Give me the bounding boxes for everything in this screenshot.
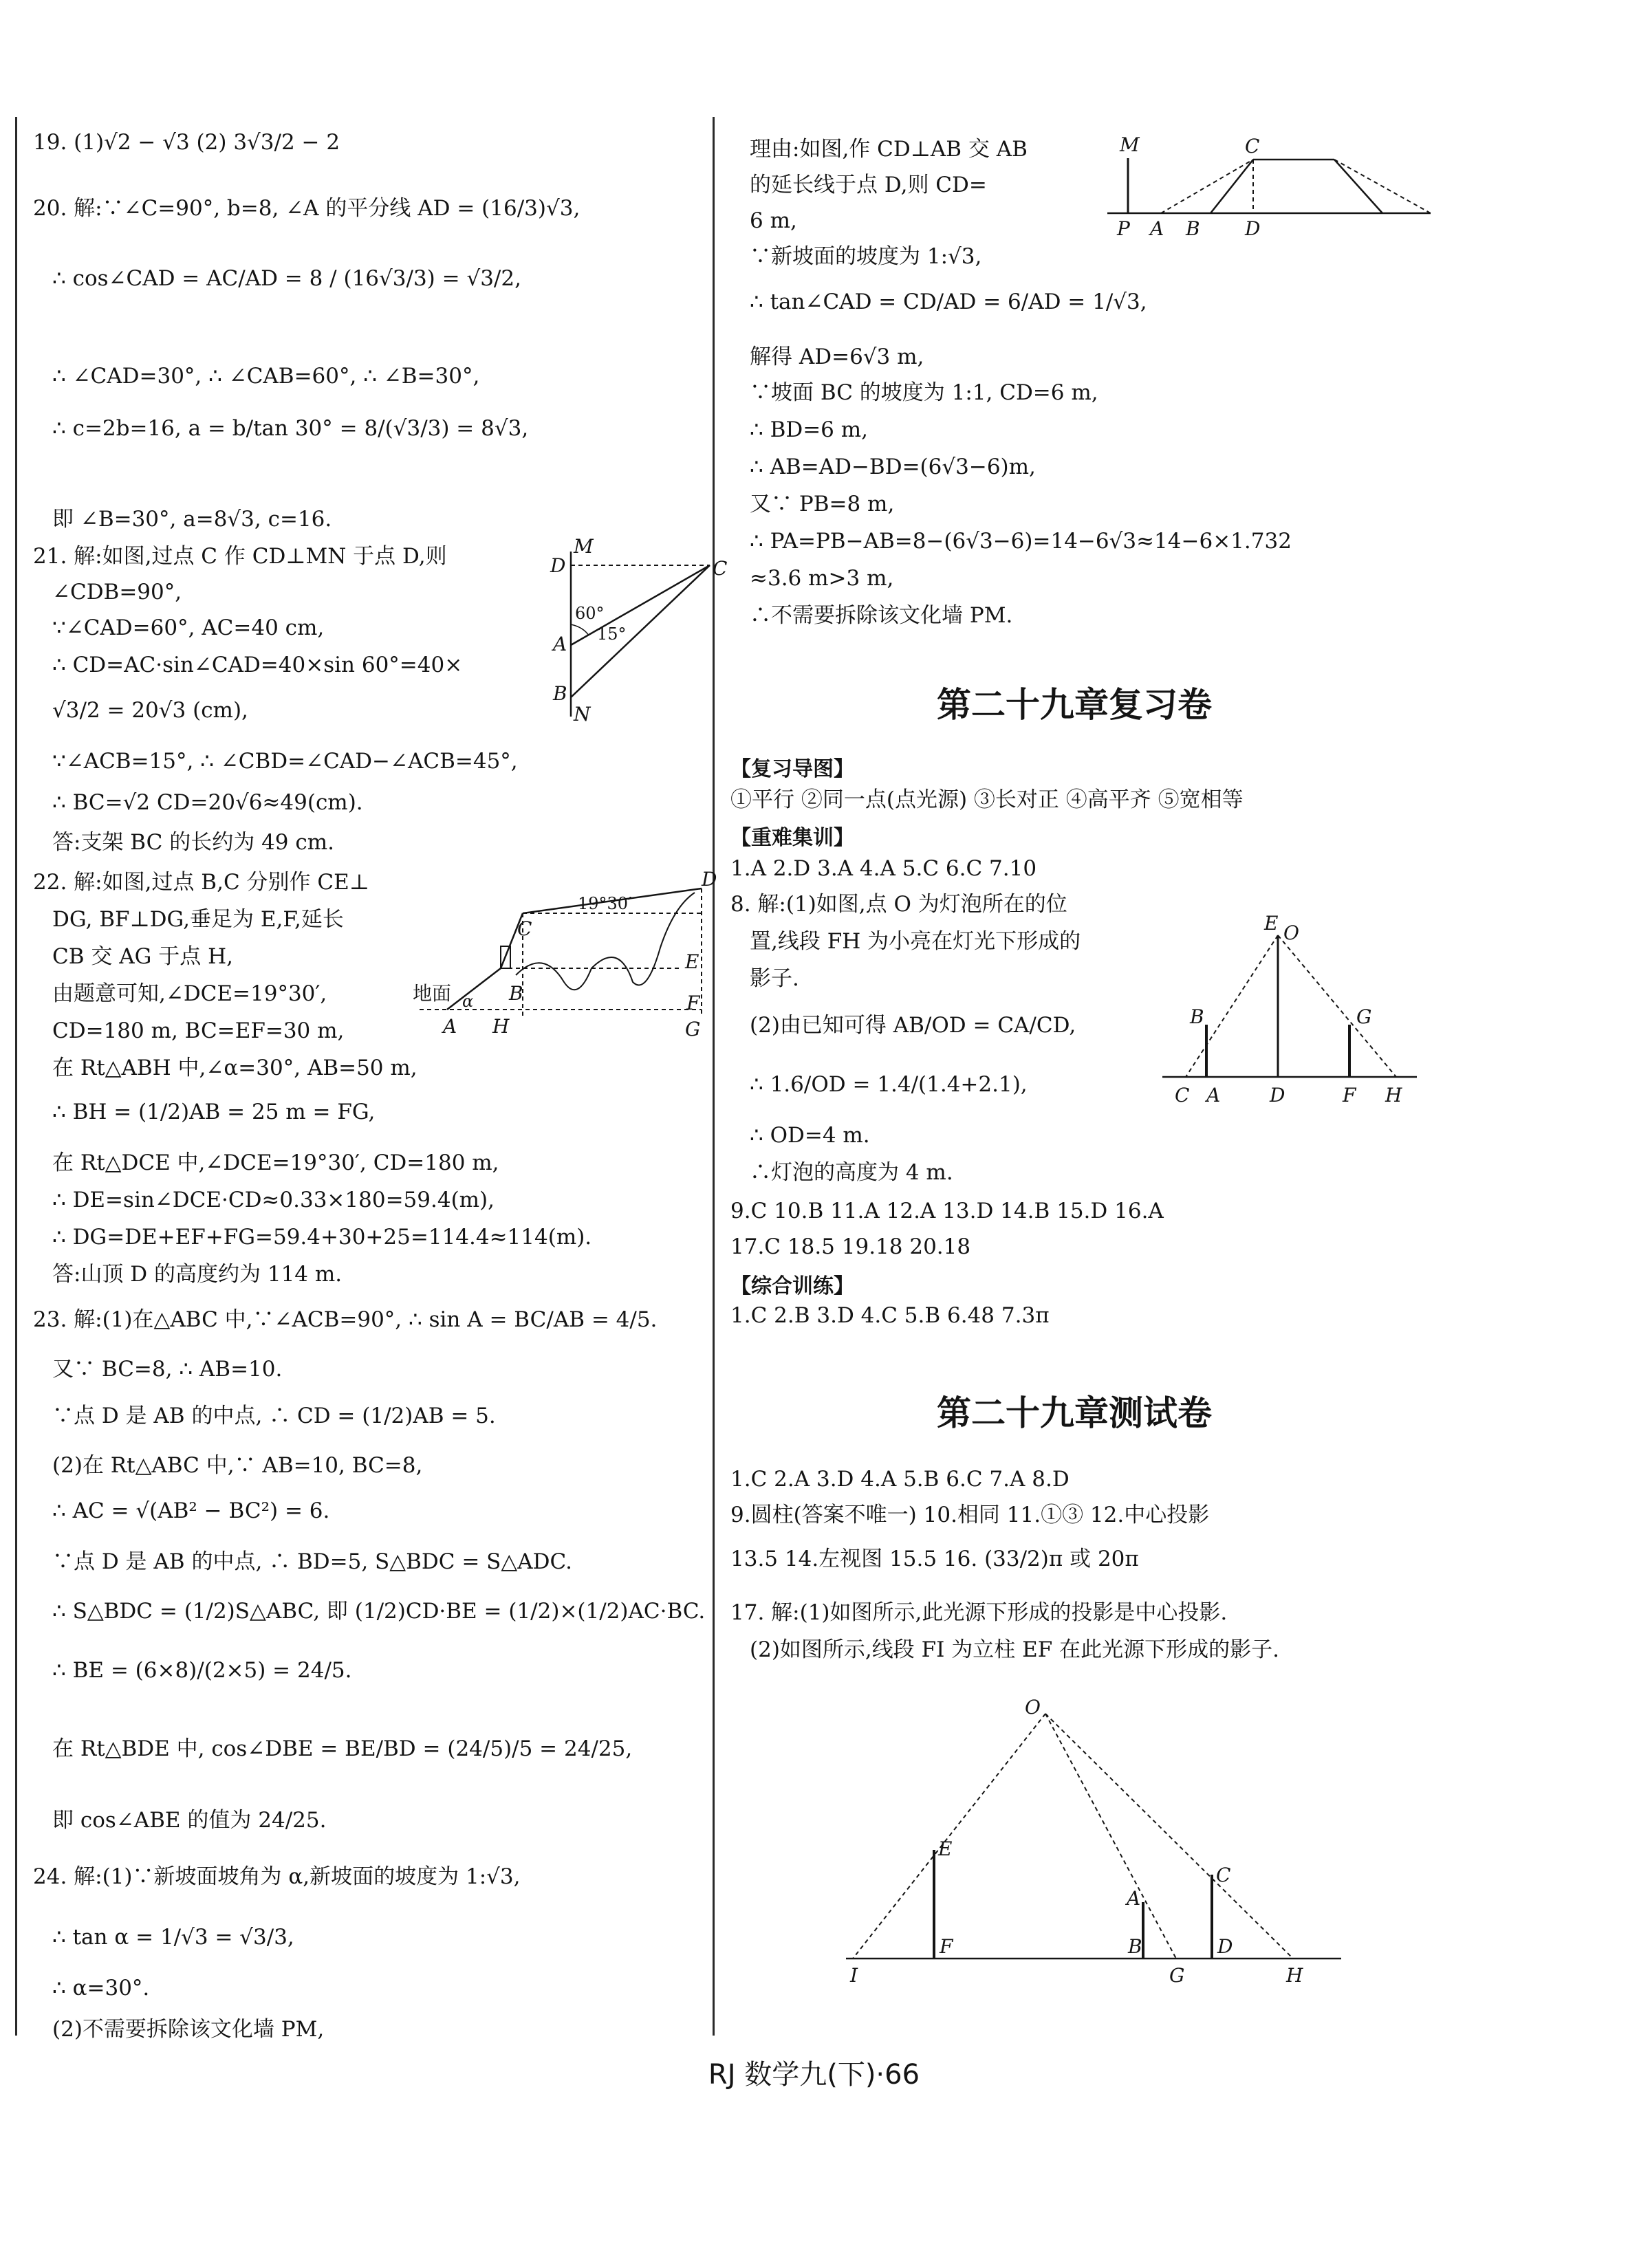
q23-line-6: ∵点 D 是 AB 的中点, ∴ BD=5, S△BDC = S△ADC. — [52, 1549, 572, 1574]
fig21-label-B: B — [553, 682, 567, 705]
fig22-angle: 19°30′ — [578, 894, 632, 913]
q22-line-8: 在 Rt△DCE 中,∠DCE=19°30′, CD=180 m, — [52, 1151, 499, 1175]
q24-reason-line-8: ∴ BD=6 m, — [750, 417, 869, 442]
fig8-label-D: D — [1270, 1084, 1285, 1106]
q23-line-9: 在 Rt△BDE 中, cos∠DBE = BE/BD = (24/5)/5 = 24/25, — [52, 1736, 633, 1761]
review-guide-answers: ①平行 ②同一点(点光源) ③长对正 ④高平齐 ⑤宽相等 — [730, 787, 1244, 812]
q24-reason-line-5: ∴ tan∠CAD = CD/AD = 6/AD = 1/√3, — [750, 290, 1147, 314]
fig22-label-E: E — [685, 950, 699, 973]
fig21-label-M: M — [574, 535, 594, 558]
q17-line-1: 17. 解:(1)如图所示,此光源下形成的投影是中心投影. — [730, 1600, 1228, 1625]
review-guide-label: 【复习导图】 — [730, 757, 854, 781]
q22-line-9: ∴ DE=sin∠DCE·CD≈0.33×180=59.4(m), — [52, 1188, 495, 1212]
q23-line-10: 即 cos∠ABE 的值为 24/25. — [52, 1808, 327, 1833]
fig22-label-C: C — [517, 917, 532, 940]
page-footer: RJ 数学九(下)·66 — [708, 2059, 920, 2091]
test-answers-1-8: 1.C 2.A 3.D 4.A 5.B 6.C 7.A 8.D — [730, 1467, 1070, 1492]
q23-line-7: ∴ S△BDC = (1/2)S△ABC, 即 (1/2)CD·BE = (1/2)×(1/2)AC·BC. — [52, 1599, 706, 1624]
q24-line-4: (2)不需要拆除该文化墙 PM, — [52, 2017, 325, 2042]
q22-line-1: 22. 解:如图,过点 B,C 分别作 CE⊥ — [33, 870, 369, 895]
q8-line-1: 8. 解:(1)如图,点 O 为灯泡所在的位 — [730, 892, 1067, 917]
fig17-label-H: H — [1286, 1964, 1303, 1987]
q22-line-6: 在 Rt△ABH 中,∠α=30°, AB=50 m, — [52, 1056, 417, 1080]
fig22-label-A: A — [443, 1015, 457, 1038]
q22-line-4: 由题意可知,∠DCE=19°30′, — [52, 981, 327, 1006]
q22-line-2: DG, BF⊥DG,垂足为 E,F,延长 — [52, 907, 344, 932]
q8-line-3: 影子. — [750, 966, 799, 991]
fig17-label-B: B — [1128, 1935, 1142, 1958]
q24-reason-line-2: 的延长线于点 D,则 CD= — [750, 173, 987, 197]
q19-line: 19. (1)√2 − √3 (2) 3√3/2 − 2 — [33, 130, 340, 155]
review-section-title: 第二十九章复习卷 — [937, 685, 1212, 725]
q20-line-3: ∴ ∠CAD=30°, ∴ ∠CAB=60°, ∴ ∠B=30°, — [52, 364, 480, 389]
q24-reason-line-1: 理由:如图,作 CD⊥AB 交 AB — [750, 137, 1028, 162]
fig8-label-F: F — [1343, 1084, 1356, 1106]
fig17-label-O: O — [1025, 1696, 1041, 1719]
review-comprehensive-label: 【综合训练】 — [730, 1274, 854, 1298]
test-answers-13-16: 13.5 14.左视图 15.5 16. (33/2)π 或 20π — [730, 1547, 1139, 1571]
review-answers-9-16: 9.C 10.B 11.A 12.A 13.D 14.B 15.D 16.A — [730, 1199, 1164, 1223]
fig8-label-C: C — [1175, 1084, 1190, 1106]
q23-line-8: ∴ BE = (6×8)/(2×5) = 24/5. — [52, 1658, 352, 1683]
q24-reason-line-12: ≈3.6 m>3 m, — [750, 566, 894, 591]
q24-reason-line-13: ∴不需要拆除该文化墙 PM. — [750, 603, 1013, 628]
fig21-angle-15: 15° — [597, 624, 627, 644]
q17-line-2: (2)如图所示,线段 FI 为立柱 EF 在此光源下形成的影子. — [750, 1637, 1279, 1662]
fig17-label-I: I — [850, 1964, 858, 1987]
left-margin-rule — [15, 117, 17, 2036]
figure-q17 — [839, 1696, 1348, 1994]
q21-line-8: 答:支架 BC 的长约为 49 cm. — [52, 830, 334, 855]
fig8-label-G: G — [1356, 1005, 1372, 1028]
fig8-label-A: A — [1206, 1084, 1221, 1106]
q8-line-5: ∴ 1.6/OD = 1.4/(1.4+2.1), — [750, 1072, 1028, 1097]
fig24-label-P: P — [1117, 217, 1130, 240]
q22-line-7: ∴ BH = (1/2)AB = 25 m = FG, — [52, 1100, 376, 1124]
q8-line-4: (2)由已知可得 AB/OD = CA/CD, — [750, 1013, 1076, 1038]
q8-line-7: ∴灯泡的高度为 4 m. — [750, 1160, 953, 1185]
fig22-angle-alpha: α — [462, 992, 474, 1011]
q23-line-3: ∵点 D 是 AB 的中点, ∴ CD = (1/2)AB = 5. — [52, 1404, 496, 1428]
q21-line-5: √3/2 = 20√3 (cm), — [52, 698, 248, 723]
q20-line-4: ∴ c=2b=16, a = b/tan 30° = 8/(√3/3) = 8√3, — [52, 416, 529, 441]
fig22-label-F: F — [686, 992, 700, 1014]
figure-q8 — [1155, 912, 1431, 1114]
fig22-label-G: G — [685, 1018, 701, 1040]
q24-line-1: 24. 解:(1)∵新坡面坡角为 α,新坡面的坡度为 1:√3, — [33, 1864, 521, 1889]
q24-reason-line-11: ∴ PA=PB−AB=8−(6√3−6)=14−6√3≈14−6×1.732 — [750, 529, 1292, 554]
fig21-label-N: N — [574, 703, 591, 726]
fig17-label-A: A — [1127, 1887, 1141, 1910]
q21-line-6: ∵∠ACB=15°, ∴ ∠CBD=∠CAD−∠ACB=45°, — [52, 749, 518, 774]
test-answers-9-12: 9.圆柱(答案不唯一) 10.相同 11.①③ 12.中心投影 — [730, 1503, 1210, 1527]
fig17-label-G: G — [1169, 1964, 1185, 1987]
review-key-label: 【重难集训】 — [730, 826, 854, 850]
q22-line-5: CD=180 m, BC=EF=30 m, — [52, 1018, 345, 1043]
figure-q21 — [550, 536, 729, 729]
fig24-label-D: D — [1245, 217, 1261, 240]
review-key-answers: 1.A 2.D 3.A 4.A 5.C 6.C 7.10 — [730, 856, 1037, 881]
fig8-label-B: B — [1190, 1005, 1204, 1028]
fig8-label-O: O — [1283, 922, 1299, 944]
q21-line-3: ∵∠CAD=60°, AC=40 cm, — [52, 615, 325, 640]
q23-line-2: 又∵ BC=8, ∴ AB=10. — [52, 1357, 283, 1382]
q8-line-6: ∴ OD=4 m. — [750, 1123, 870, 1148]
fig17-label-E: E — [938, 1838, 953, 1860]
fig8-label-E: E — [1264, 912, 1279, 935]
test-section-title: 第二十九章测试卷 — [937, 1393, 1212, 1433]
fig24-label-M: M — [1120, 133, 1140, 156]
fig17-label-C: C — [1216, 1864, 1231, 1886]
q24-line-3: ∴ α=30°. — [52, 1976, 150, 2000]
fig17-label-F: F — [940, 1935, 953, 1958]
q20-line-2: ∴ cos∠CAD = AC/AD = 8 / (16√3/3) = √3/2, — [52, 266, 521, 291]
q21-line-2: ∠CDB=90°, — [52, 580, 182, 604]
q21-line-1: 21. 解:如图,过点 C 作 CD⊥MN 于点 D,则 — [33, 544, 447, 569]
q22-line-10: ∴ DG=DE+EF+FG=59.4+30+25=114.4≈114(m). — [52, 1225, 592, 1250]
q8-line-2: 置,线段 FH 为小亮在灯光下形成的 — [750, 929, 1081, 954]
q24-reason-line-10: 又∵ PB=8 m, — [750, 492, 895, 516]
fig22-label-D: D — [702, 868, 717, 891]
q21-line-7: ∴ BC=√2 CD=20√6≈49(cm). — [52, 790, 363, 815]
q23-line-1: 23. 解:(1)在△ABC 中,∵∠ACB=90°, ∴ sin A = BC/AB = 4/5. — [33, 1307, 658, 1332]
q20-line-5: 即 ∠B=30°, a=8√3, c=16. — [52, 507, 332, 532]
q24-reason-line-9: ∴ AB=AD−BD=(6√3−6)m, — [750, 455, 1036, 479]
q24-reason-line-3: 6 m, — [750, 208, 797, 233]
fig24-label-C: C — [1245, 135, 1260, 157]
q22-line-11: 答:山顶 D 的高度约为 114 m. — [52, 1262, 343, 1287]
review-answers-17-20: 17.C 18.5 19.18 20.18 — [730, 1234, 971, 1259]
fig24-label-B: B — [1186, 217, 1200, 240]
q20-line-1: 20. 解:∵∠C=90°, b=8, ∠A 的平分线 AD = (16/3)√3, — [33, 196, 580, 221]
q23-line-4: (2)在 Rt△ABC 中,∵ AB=10, BC=8, — [52, 1453, 423, 1478]
q21-line-4: ∴ CD=AC·sin∠CAD=40×sin 60°=40× — [52, 653, 463, 677]
fig22-ground-label: 地面 — [413, 982, 452, 1005]
figure-q24 — [1107, 131, 1437, 241]
q24-reason-line-7: ∵坡面 BC 的坡度为 1:1, CD=6 m, — [750, 380, 1098, 405]
q24-reason-line-4: ∵新坡面的坡度为 1:√3, — [750, 244, 982, 269]
review-comprehensive-answers: 1.C 2.B 3.D 4.C 5.B 6.48 7.3π — [730, 1303, 1050, 1328]
fig21-label-C: C — [713, 557, 728, 580]
fig22-label-B: B — [509, 982, 523, 1005]
fig21-label-D: D — [550, 554, 566, 577]
column-divider — [713, 117, 715, 2036]
q24-line-2: ∴ tan α = 1/√3 = √3/3, — [52, 1925, 294, 1950]
fig21-angle-60: 60° — [575, 604, 605, 623]
fig24-label-A: A — [1150, 217, 1164, 240]
fig8-label-H: H — [1385, 1084, 1402, 1106]
figure-q22 — [413, 865, 715, 1051]
q22-line-3: CB 交 AG 于点 H, — [52, 944, 233, 969]
fig21-label-A: A — [553, 633, 567, 655]
fig17-label-D: D — [1217, 1935, 1233, 1958]
fig22-label-H: H — [492, 1015, 510, 1038]
q24-reason-line-6: 解得 AD=6√3 m, — [750, 345, 924, 369]
q23-line-5: ∴ AC = √(AB² − BC²) = 6. — [52, 1498, 330, 1523]
